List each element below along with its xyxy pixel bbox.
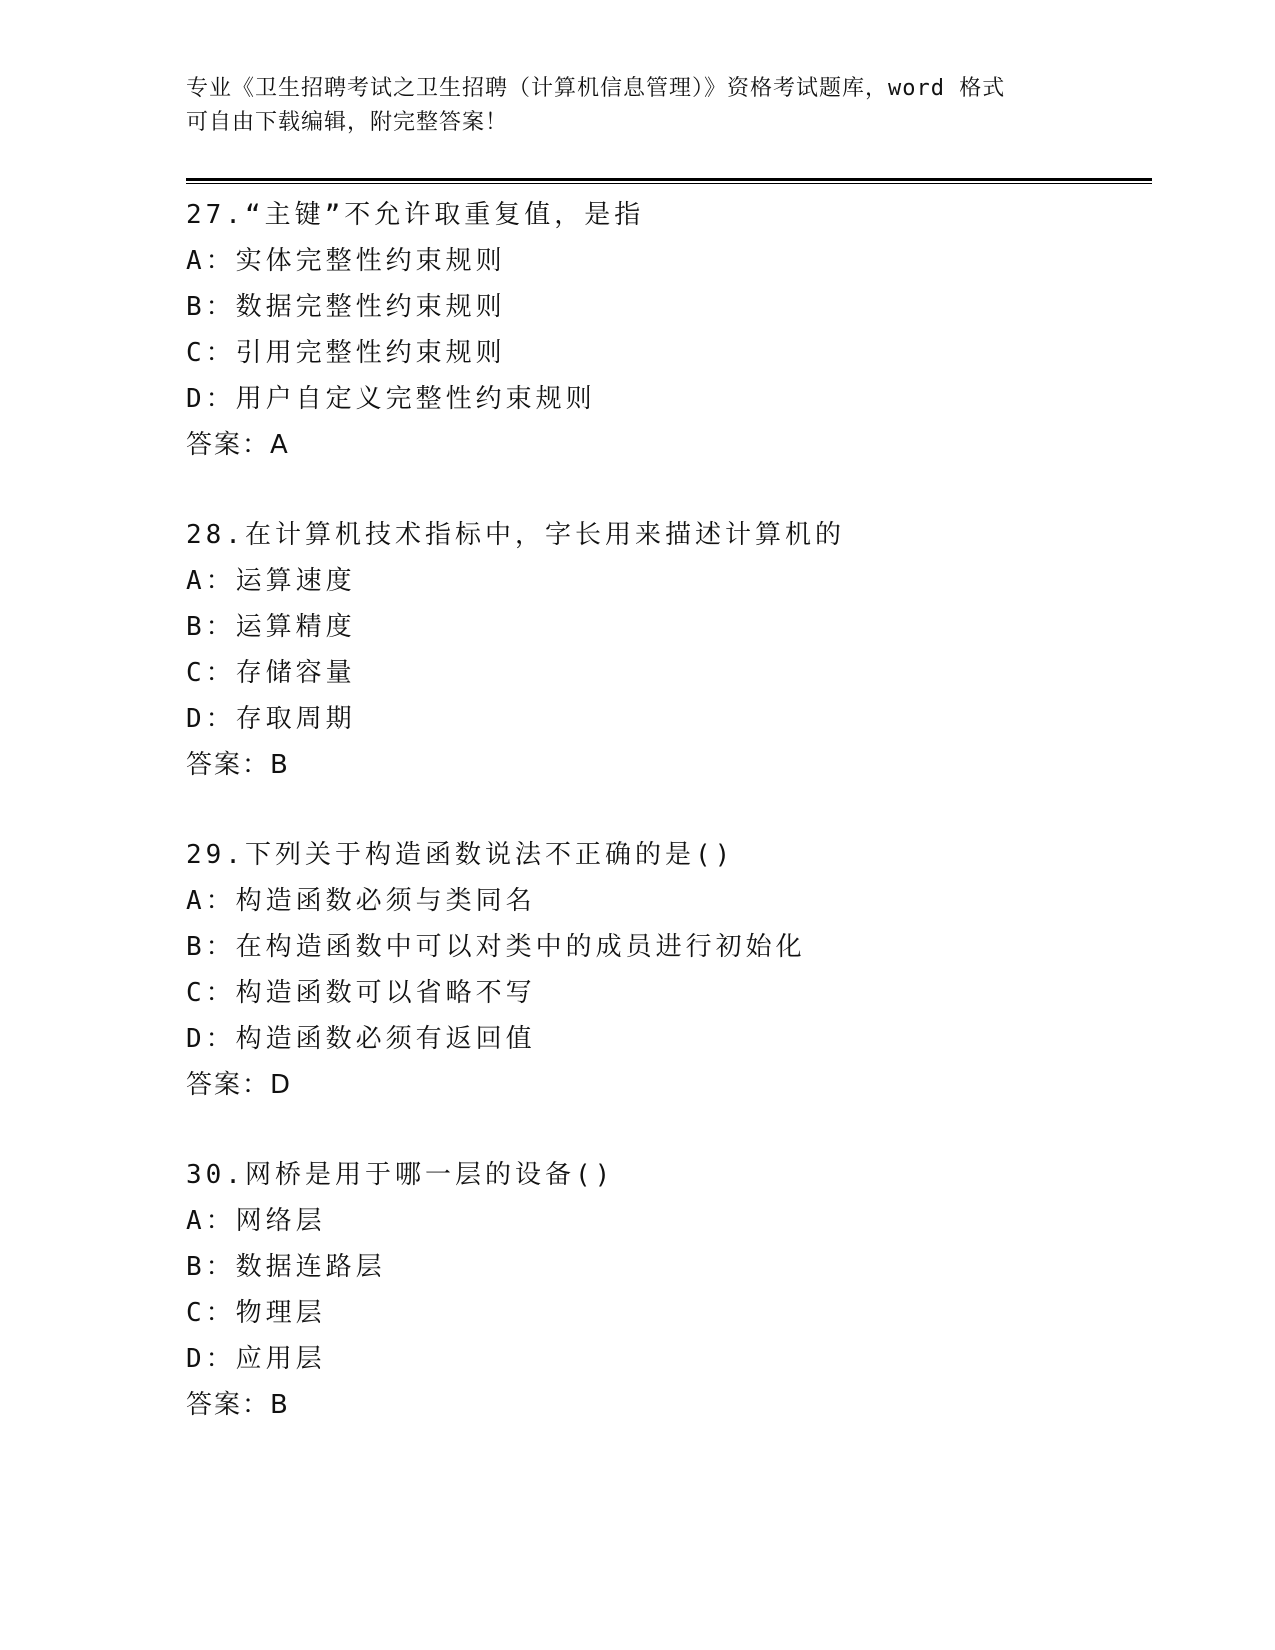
option-c: C：引用完整性约束规则: [186, 338, 506, 368]
option-d: D：用户自定义完整性约束规则: [186, 384, 596, 414]
answer: 答案：B: [186, 750, 290, 780]
question-28: [186, 512, 1152, 832]
option-b: B：数据完整性约束规则: [186, 292, 506, 322]
option-d: D：存取周期: [186, 704, 356, 734]
answer: 答案：A: [186, 430, 290, 460]
question-stem: 29.下列关于构造函数说法不正确的是(): [186, 840, 735, 870]
document-header: [186, 72, 1086, 140]
answer: 答案：B: [186, 1390, 290, 1420]
option-c: C：物理层: [186, 1298, 326, 1328]
question-30: [186, 1152, 1152, 1472]
option-b: B：运算精度: [186, 612, 356, 642]
question-27: [186, 192, 1152, 512]
header-line-1: 专业《卫生招聘考试之卫生招聘（计算机信息管理）》资格考试题库，word 格式: [186, 76, 1006, 101]
option-b: B：在构造函数中可以对类中的成员进行初始化: [186, 932, 806, 962]
option-b: B：数据连路层: [186, 1252, 386, 1282]
option-d: D：构造函数必须有返回值: [186, 1024, 536, 1054]
option-a: A：构造函数必须与类同名: [186, 886, 536, 916]
option-d: D：应用层: [186, 1344, 326, 1374]
option-a: A：实体完整性约束规则: [186, 246, 506, 276]
answer: 答案：D: [186, 1070, 293, 1100]
question-stem: 27.“主键”不允许取重复值，是指: [186, 200, 645, 230]
option-c: C：存储容量: [186, 658, 356, 688]
option-a: A：网络层: [186, 1206, 326, 1236]
option-c: C：构造函数可以省略不写: [186, 978, 536, 1008]
header-line-2: 可自由下载编辑，附完整答案！: [186, 110, 509, 135]
question-stem: 30.网桥是用于哪一层的设备(): [186, 1160, 615, 1190]
question-29: [186, 832, 1152, 1152]
question-list: [186, 192, 1152, 1472]
header-divider-thin: [186, 183, 1152, 184]
question-stem: 28.在计算机技术指标中，字长用来描述计算机的: [186, 520, 845, 550]
option-a: A：运算速度: [186, 566, 356, 596]
header-divider-thick: [186, 178, 1152, 181]
